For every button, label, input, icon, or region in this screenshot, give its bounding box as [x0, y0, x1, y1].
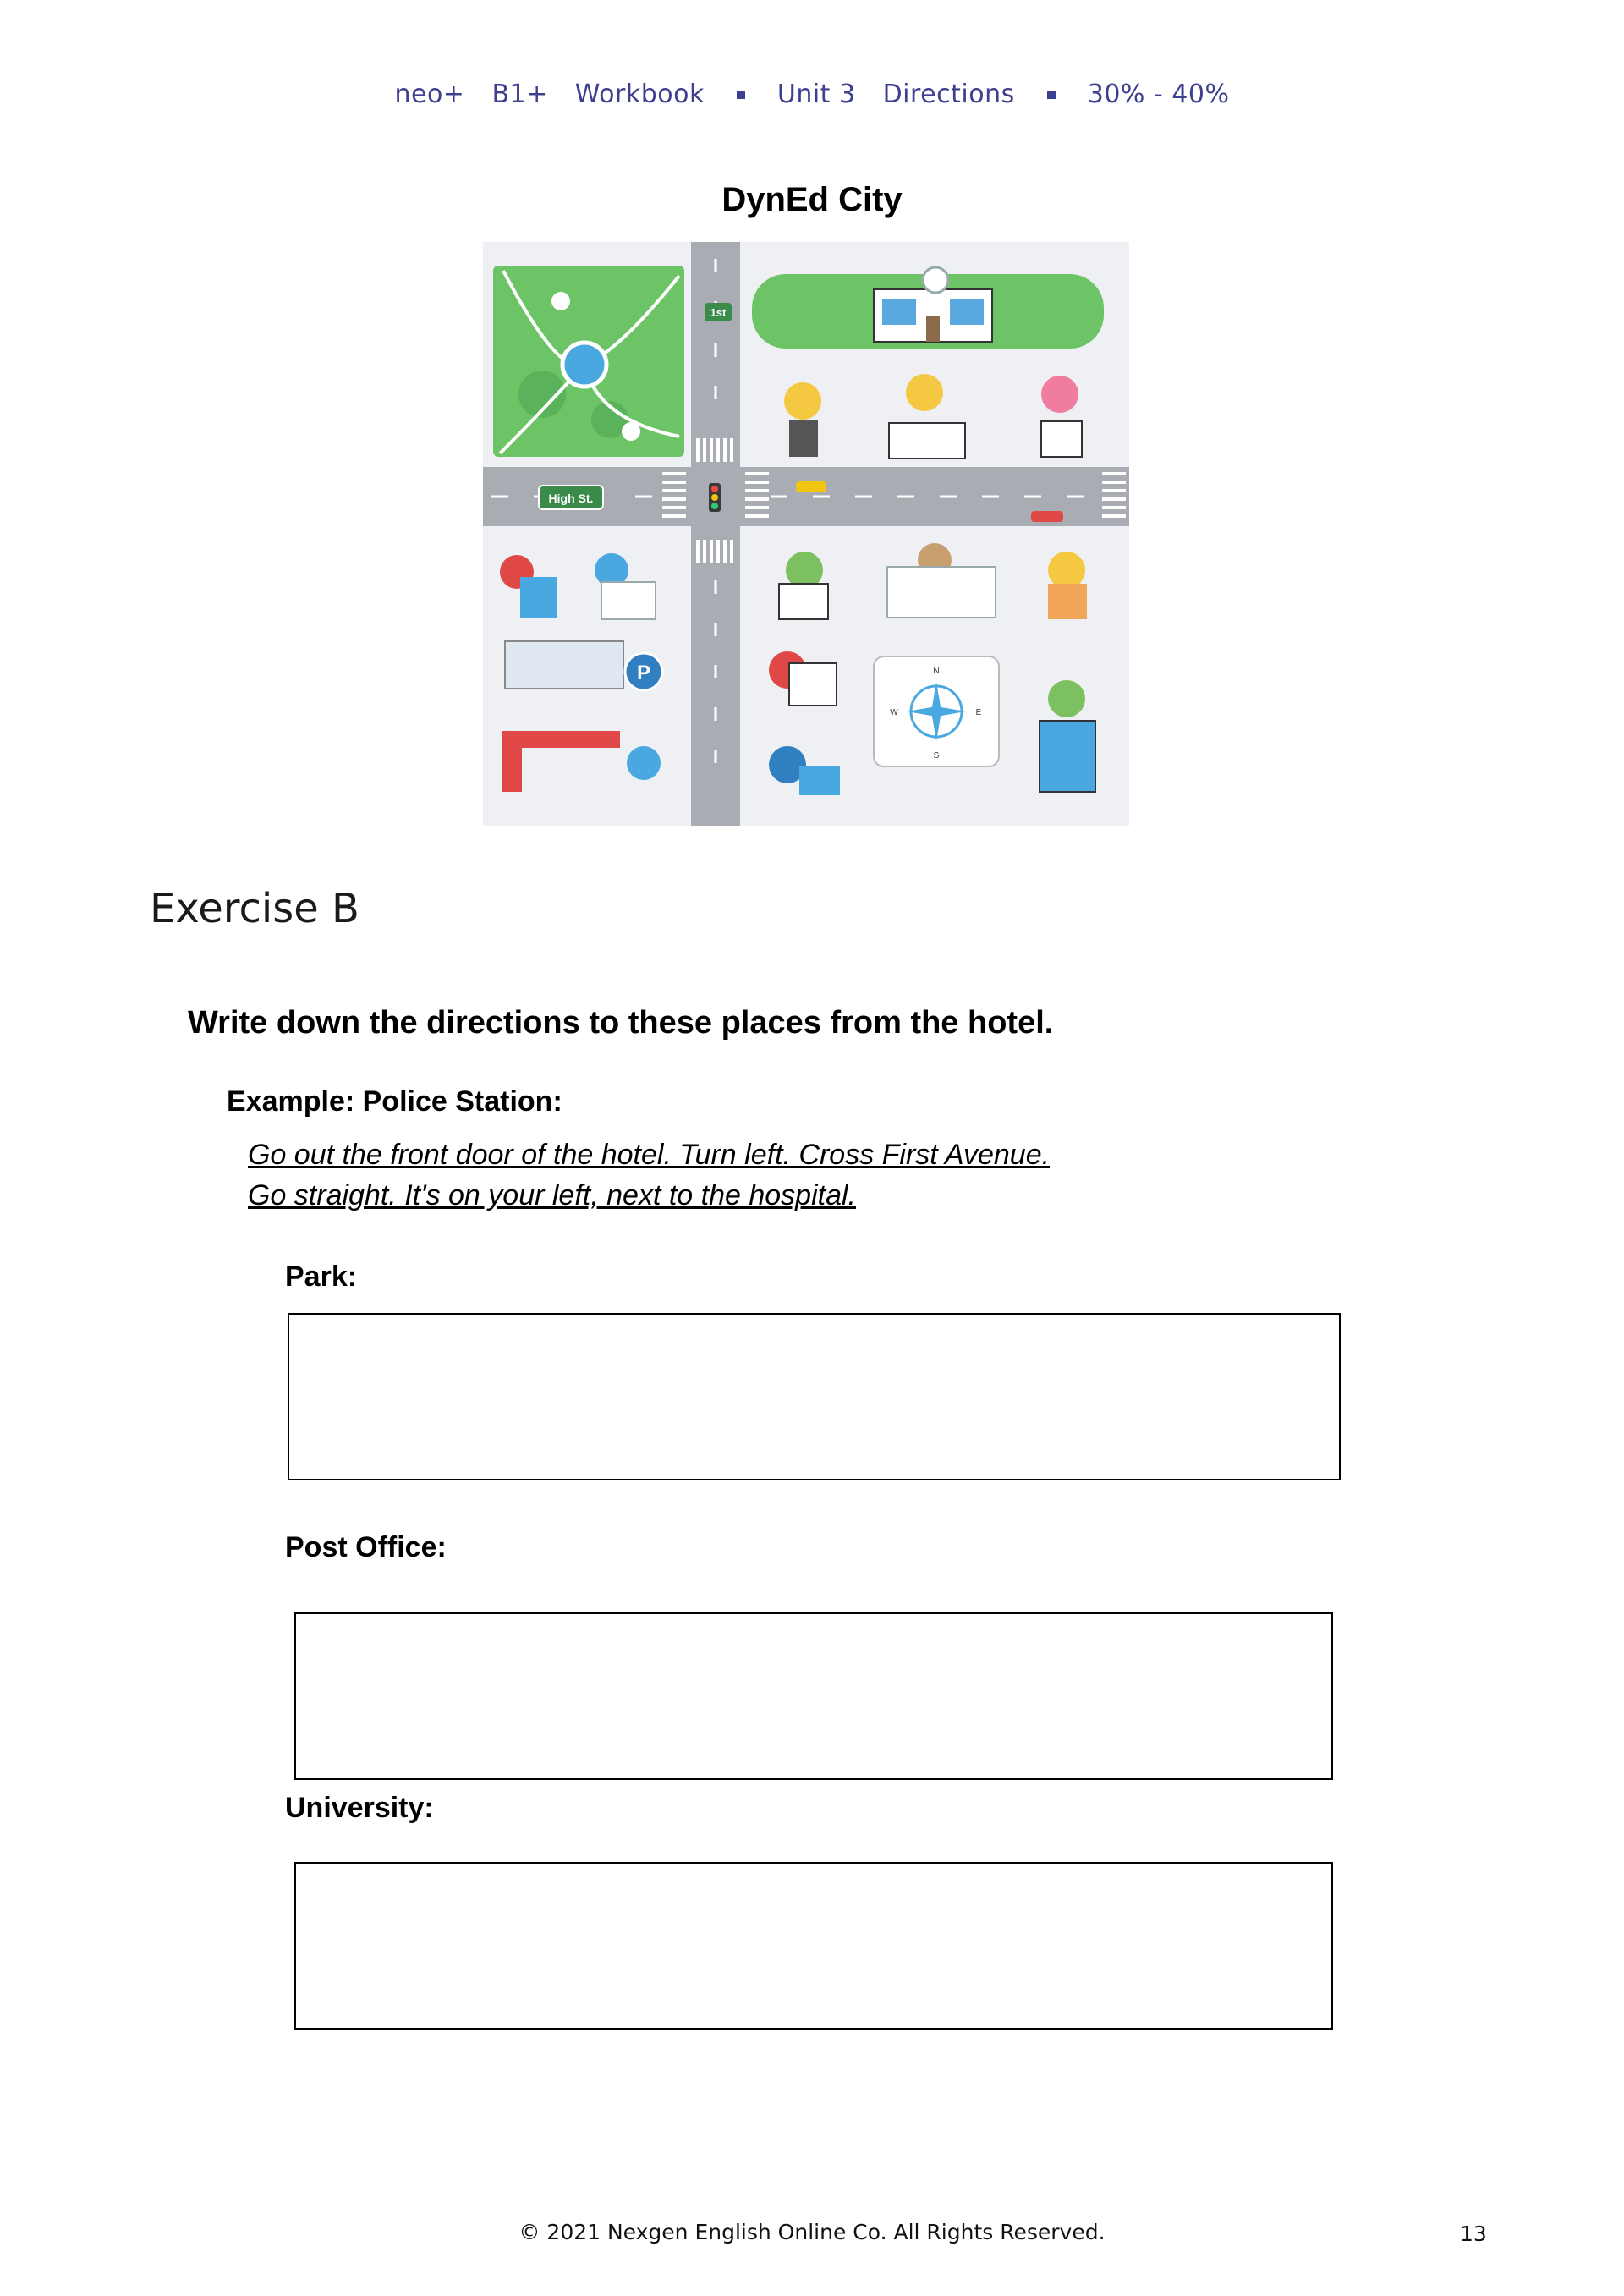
parking-label: P: [636, 662, 651, 684]
bullet-separator-icon: [737, 91, 745, 99]
restaurant-icon: [1048, 552, 1087, 619]
header-unit: Unit 3: [776, 80, 856, 109]
city-map-illustration: [483, 242, 1129, 826]
page-header: [0, 80, 1624, 109]
answer-box-post-office[interactable]: [294, 1612, 1333, 1780]
cafe-icon: [784, 382, 821, 457]
park-icon: [493, 266, 684, 457]
first-avenue-road: [691, 242, 740, 826]
exercise-title: Exercise B: [150, 885, 359, 932]
question-label-university: University:: [285, 1792, 434, 1824]
taxi-icon: [796, 481, 826, 492]
compass-s: S: [933, 751, 940, 761]
car-icon: [1031, 511, 1063, 522]
question-label-post-office: Post Office:: [285, 1531, 447, 1563]
header-topic: Directions: [882, 80, 1015, 109]
page-number: 13: [1460, 2222, 1487, 2246]
high-street-label: High St.: [548, 492, 594, 505]
hotel-icon: [752, 267, 1104, 349]
header-book: Workbook: [574, 80, 705, 109]
compass-w: W: [890, 708, 898, 717]
bullet-separator-icon: [1047, 91, 1056, 99]
question-label-park: Park:: [285, 1261, 358, 1293]
example-label: Example: Police Station:: [227, 1085, 562, 1118]
example-line: Go out the front door of the hotel. Turn left. Cross First Avenue.: [248, 1139, 1051, 1171]
map-title: DynEd City: [721, 181, 903, 218]
example-line: Go straight. It's on your left, next to the hospital.: [248, 1179, 856, 1211]
city-map: [483, 242, 1129, 826]
traffic-light-icon: [709, 483, 721, 512]
answer-box-university[interactable]: [294, 1862, 1333, 2030]
compass-n: N: [933, 667, 940, 676]
header-range: 30% - 40%: [1087, 80, 1230, 109]
compass-e: E: [975, 708, 982, 717]
copyright-footer: © 2021 Nexgen English Online Co. All Rights Reserved.: [518, 2220, 1106, 2244]
exercise-instruction: Write down the directions to these places from the hotel.: [188, 1005, 1054, 1041]
answer-box-park[interactable]: [288, 1313, 1341, 1480]
first-avenue-label: 1st: [710, 306, 727, 319]
header-brand: neo+: [394, 80, 465, 109]
compass-icon: [874, 656, 999, 766]
header-level: B1+: [491, 80, 548, 109]
